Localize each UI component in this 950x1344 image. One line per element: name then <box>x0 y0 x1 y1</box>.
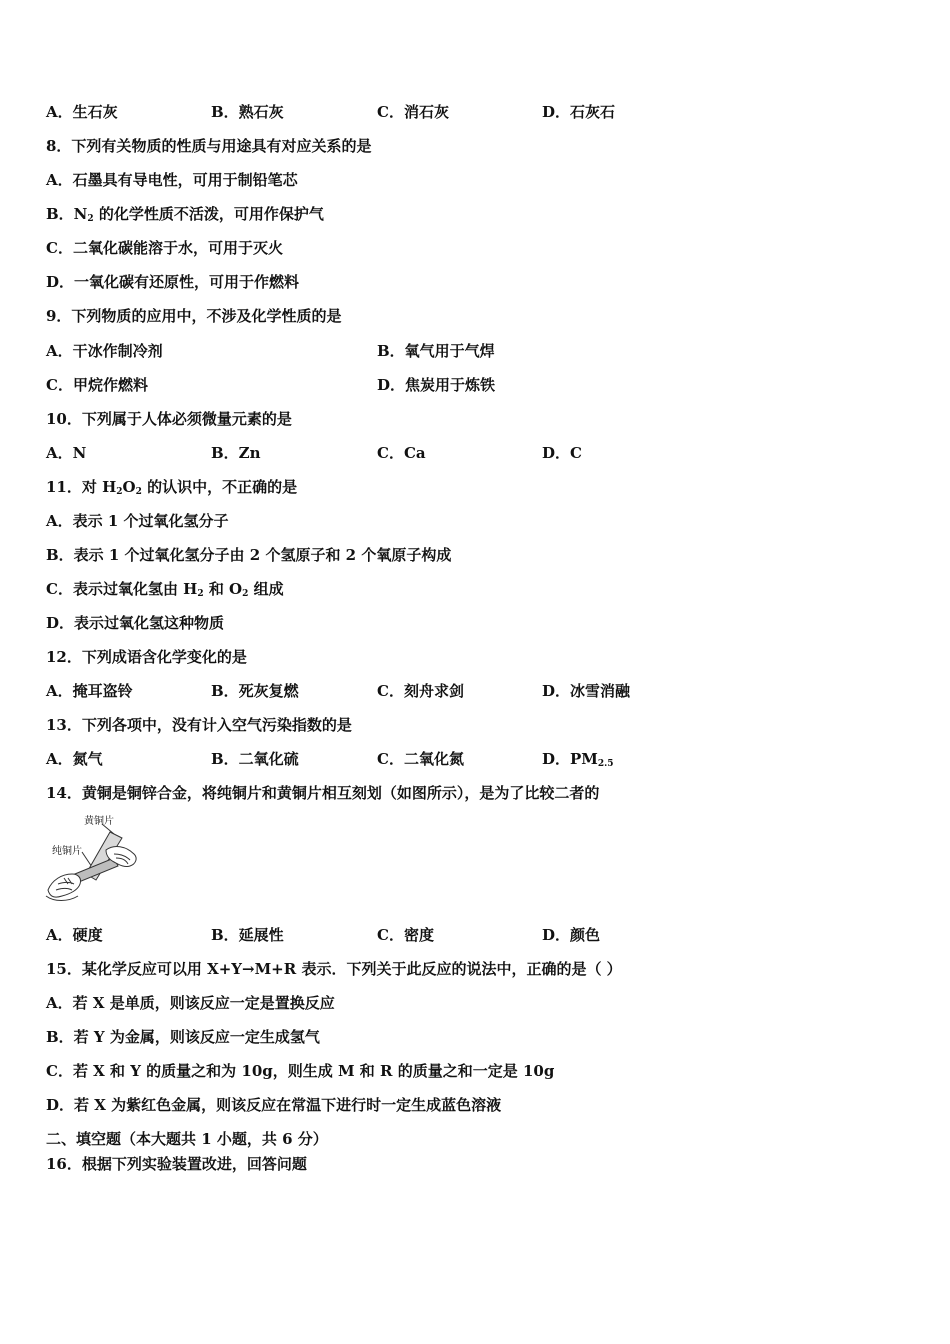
q9-option-a: A．干冰作制冷剂 <box>46 342 163 360</box>
q15-stem: 15．某化学反应可以用 X+Y→M+R 表示．下列关于此反应的说法中，正确的是（ ） <box>46 960 622 978</box>
q10-option-a: A．N <box>46 444 87 462</box>
q13-option-c: C．二氧化氮 <box>377 750 464 768</box>
q12-option-b: B．死灰复燃 <box>211 682 299 700</box>
q9-option-d: D．焦炭用于炼铁 <box>377 376 496 394</box>
q13-option-a: A．氮气 <box>46 750 103 768</box>
q11-option-a: A．表示 1 个过氧化氢分子 <box>46 512 229 530</box>
q7-option-a: A．生石灰 <box>46 103 118 121</box>
q13-option-d: D．$PM_{2.5}$ <box>542 750 614 769</box>
q14-option-b: B．延展性 <box>211 926 284 944</box>
q14-option-a: A．硬度 <box>46 926 103 944</box>
q12-option-a: A．掩耳盗铃 <box>46 682 133 700</box>
q12-stem: 12．下列成语含化学变化的是 <box>46 648 247 666</box>
q8-option-a: A．石墨具有导电性，可用于制铅笔芯 <box>46 171 298 189</box>
q16-stem: 16．根据下列实验装置改进，回答问题 <box>46 1155 307 1173</box>
q12-option-c: C．刻舟求剑 <box>377 682 464 700</box>
q10-stem: 10．下列属于人体必须微量元素的是 <box>46 410 292 428</box>
figure-label-brass: 黄铜片 <box>84 816 114 827</box>
q11-option-b: B．表示 1 个过氧化氢分子由 2 个氢原子和 2 个氧原子构成 <box>46 546 452 564</box>
q11-option-d: D．表示过氧化氢这种物质 <box>46 614 225 632</box>
q9-stem: 9．下列物质的应用中，不涉及化学性质的是 <box>46 307 342 325</box>
q10-option-b: B．Zn <box>211 444 261 462</box>
q9-option-b: B．氧气用于气焊 <box>377 342 495 360</box>
q14-option-c: C．密度 <box>377 926 434 944</box>
q12-option-d: D．冰雪消融 <box>542 682 631 700</box>
figure-label-copper: 纯铜片 <box>52 846 82 857</box>
q15-option-b: B．若 Y 为金属，则该反应一定生成氢气 <box>46 1028 320 1046</box>
q14-figure <box>44 810 144 910</box>
q7-option-b: B．熟石灰 <box>211 103 284 121</box>
q10-option-d: D．C <box>542 444 582 462</box>
q8-stem: 8．下列有关物质的性质与用途具有对应关系的是 <box>46 137 372 155</box>
q8-option-c: C．二氧化碳能溶于水，可用于灭火 <box>46 239 283 257</box>
q11-option-c: C．表示过氧化氢由 $H_2$ 和 $O_2$ 组成 <box>46 580 284 599</box>
q13-stem: 13．下列各项中，没有计入空气污染指数的是 <box>46 716 352 734</box>
section-title: 二、填空题（本大题共 1 小题，共 6 分） <box>46 1130 328 1148</box>
q8-option-d: D．一氧化碳有还原性，可用于作燃料 <box>46 273 300 291</box>
q15-option-d: D．若 X 为紫红色金属，则该反应在常温下进行时一定生成蓝色溶液 <box>46 1096 502 1114</box>
q10-option-c: C．Ca <box>377 444 426 462</box>
q14-option-d: D．颜色 <box>542 926 601 944</box>
q15-option-c: C．若 X 和 Y 的质量之和为 10g，则生成 M 和 R 的质量之和一定是 10g <box>46 1062 555 1080</box>
hands-scratching-illustration <box>44 810 144 910</box>
q14-stem: 14．黄铜是铜锌合金，将纯铜片和黄铜片相互刻划（如图所示），是为了比较二者的 <box>46 784 600 802</box>
q9-option-c: C．甲烷作燃料 <box>46 376 148 394</box>
q11-stem: 11．对 $H_2O_2$ 的认识中，不正确的是 <box>46 478 298 497</box>
q7-option-c: C．消石灰 <box>377 103 449 121</box>
q13-option-b: B．二氧化硫 <box>211 750 299 768</box>
q7-option-d: D．石灰石 <box>542 103 616 121</box>
q8-option-b: B．$N_2$ 的化学性质不活泼，可用作保护气 <box>46 205 324 224</box>
q15-option-a: A．若 X 是单质，则该反应一定是置换反应 <box>46 994 335 1012</box>
